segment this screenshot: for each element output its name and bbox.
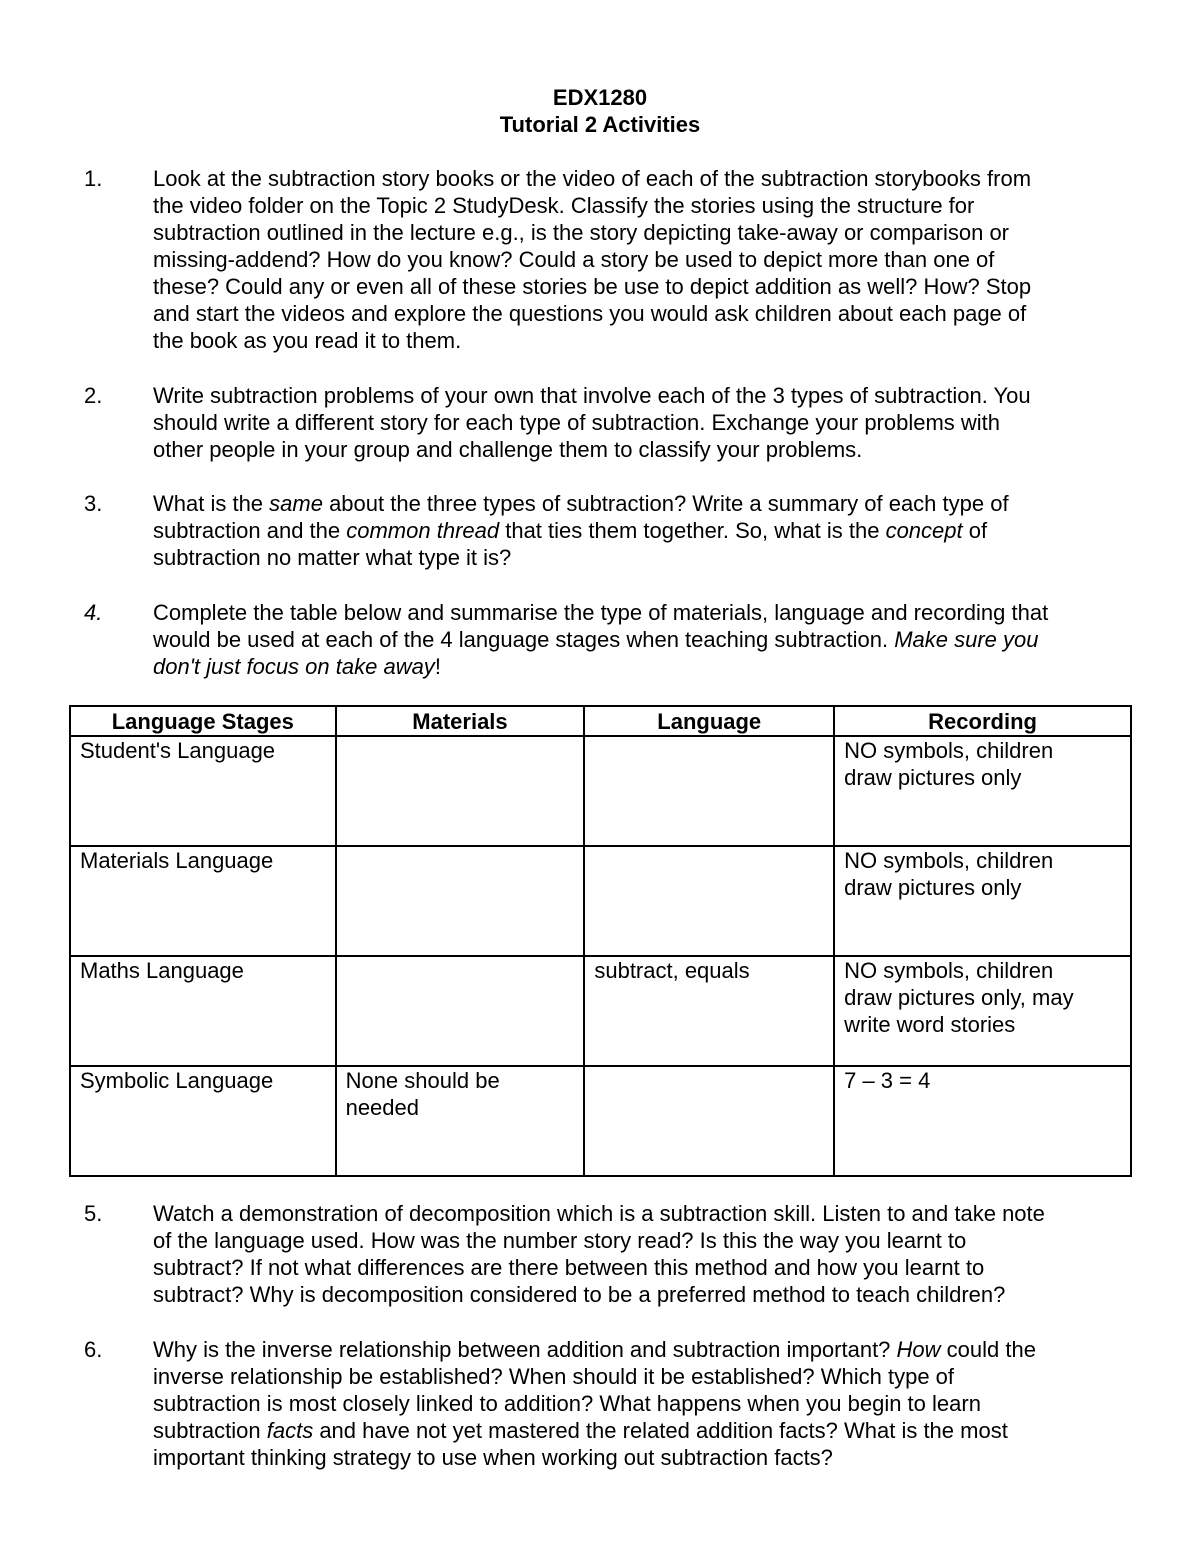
table-row: [70, 846, 1131, 956]
text-run: that ties them together. So, what is the: [499, 518, 886, 543]
text-line: [153, 1336, 1128, 1363]
column-header-recording: Recording: [834, 706, 1131, 736]
text-line: of the language used. How was the number story read? Is this the way you learnt to: [153, 1228, 967, 1253]
item-text: [153, 382, 1128, 463]
text-line: these? Could any or even all of these stories be use to depict addition as well? How? Stop: [153, 274, 1032, 299]
text-run: What is the: [153, 491, 270, 516]
text-line: should write a different story for each type of subtraction. Exchange your problems with: [153, 410, 1001, 435]
text-line: the book as you read it to them.: [153, 328, 462, 353]
language-cell[interactable]: [584, 736, 834, 846]
column-header-language-stages: Language Stages: [70, 706, 336, 736]
cell-line: subtract, equals: [594, 958, 750, 983]
column-header-language: Language: [584, 706, 834, 736]
text-line: [153, 517, 1128, 544]
text-run: subtraction: [153, 1418, 267, 1443]
text-run: and have not yet mastered the related addition facts? What is the most: [313, 1418, 1008, 1443]
page-title: Tutorial 2 Activities: [499, 112, 701, 137]
recording-cell: [834, 1066, 1131, 1176]
column-header-materials: Materials: [336, 706, 585, 736]
cell-line: draw pictures only: [844, 765, 1022, 790]
text-line: missing-addend? How do you know? Could a story be used to depict more than one of: [153, 247, 995, 272]
text-run: would be used at each of the 4 language stages when teaching subtraction.: [153, 627, 895, 652]
text-line: Write subtraction problems of your own that involve each of the 3 types of subtraction. You: [153, 383, 1031, 408]
emphasis-text: same: [269, 491, 323, 516]
cell-line: write word stories: [844, 1012, 1016, 1037]
language-stages-table: [69, 705, 1132, 1177]
item-text: [153, 165, 1128, 354]
text-run: !: [434, 654, 441, 679]
table-row: [70, 1066, 1131, 1176]
item-text: [153, 1336, 1128, 1471]
text-run: subtraction and the: [153, 518, 347, 543]
text-line: subtraction outlined in the lecture e.g., is the story depicting take-away or comparison or: [153, 220, 1010, 245]
stage-cell: Symbolic Language: [70, 1066, 336, 1176]
cell-line: needed: [345, 1095, 419, 1120]
text-line: [153, 1417, 1128, 1444]
item-number: 2.: [84, 383, 103, 408]
recording-cell: [834, 736, 1131, 846]
text-line: other people in your group and challenge them to classify your problems.: [153, 437, 863, 462]
emphasis-text: don't just focus on take away: [153, 654, 435, 679]
course-code: EDX1280: [552, 85, 648, 110]
emphasis-text: Make sure you: [894, 627, 1039, 652]
stage-cell: Materials Language: [70, 846, 336, 956]
text-line: Complete the table below and summarise the type of materials, language and recording that: [153, 600, 1049, 625]
cell-line: NO symbols, children: [844, 958, 1054, 983]
language-cell: [584, 956, 834, 1066]
emphasis-text: How: [896, 1337, 941, 1362]
text-line: Look at the subtraction story books or the video of each of the subtraction storybooks from: [153, 166, 1032, 191]
emphasis-text: facts: [266, 1418, 314, 1443]
table-header-row: [70, 706, 1131, 736]
item-number: 6.: [84, 1337, 103, 1362]
cell-line: NO symbols, children: [844, 848, 1054, 873]
text-run: could the: [940, 1337, 1036, 1362]
text-run: Why is the inverse relationship between addition and subtraction important?: [153, 1337, 897, 1362]
text-line: subtract? If not what differences are there between this method and how you learnt to: [153, 1255, 985, 1280]
materials-cell[interactable]: [336, 736, 585, 846]
item-text: [153, 599, 1128, 680]
language-cell[interactable]: [584, 1066, 834, 1176]
language-cell[interactable]: [584, 846, 834, 956]
text-line: subtraction no matter what type it is?: [153, 545, 512, 570]
text-run: of: [962, 518, 988, 543]
text-line: subtraction is most closely linked to addition? What happens when you begin to learn: [153, 1391, 981, 1416]
emphasis-text: common thread: [346, 518, 500, 543]
recording-cell: [834, 956, 1131, 1066]
materials-cell[interactable]: [336, 956, 585, 1066]
item-text: [153, 490, 1128, 571]
item-number: 4.: [84, 600, 103, 625]
text-line: subtract? Why is decomposition considered to be a preferred method to teach children?: [153, 1282, 1006, 1307]
item-number: 3.: [84, 491, 103, 516]
text-run: about the three types of subtraction? Write a summary of each type of: [322, 491, 1009, 516]
text-line: [153, 626, 1128, 653]
cell-line: draw pictures only: [844, 875, 1022, 900]
materials-cell: [336, 1066, 585, 1176]
document-header: [0, 84, 1200, 138]
cell-line: 7 – 3 = 4: [844, 1068, 931, 1093]
recording-cell: [834, 846, 1131, 956]
cell-line: None should be: [345, 1068, 500, 1093]
emphasis-text: concept: [885, 518, 963, 543]
stage-cell: Student's Language: [70, 736, 336, 846]
table-row: [70, 736, 1131, 846]
materials-cell[interactable]: [336, 846, 585, 956]
text-line: Watch a demonstration of decomposition which is a subtraction skill. Listen to and take note: [153, 1201, 1045, 1226]
text-line: [153, 653, 1128, 680]
stage-cell: Maths Language: [70, 956, 336, 1066]
text-line: the video folder on the Topic 2 StudyDesk. Classify the stories using the structure for: [153, 193, 975, 218]
item-number: 1.: [84, 166, 103, 191]
text-line: [153, 490, 1128, 517]
cell-line: draw pictures only, may: [844, 985, 1074, 1010]
text-line: and start the videos and explore the questions you would ask children about each page of: [153, 301, 1027, 326]
item-number: 5.: [84, 1201, 103, 1226]
cell-line: NO symbols, children: [844, 738, 1054, 763]
text-line: important thinking strategy to use when working out subtraction facts?: [153, 1445, 833, 1470]
text-line: inverse relationship be established? When should it be established? Which type of: [153, 1364, 955, 1389]
item-text: [153, 1200, 1128, 1308]
table-row: [70, 956, 1131, 1066]
